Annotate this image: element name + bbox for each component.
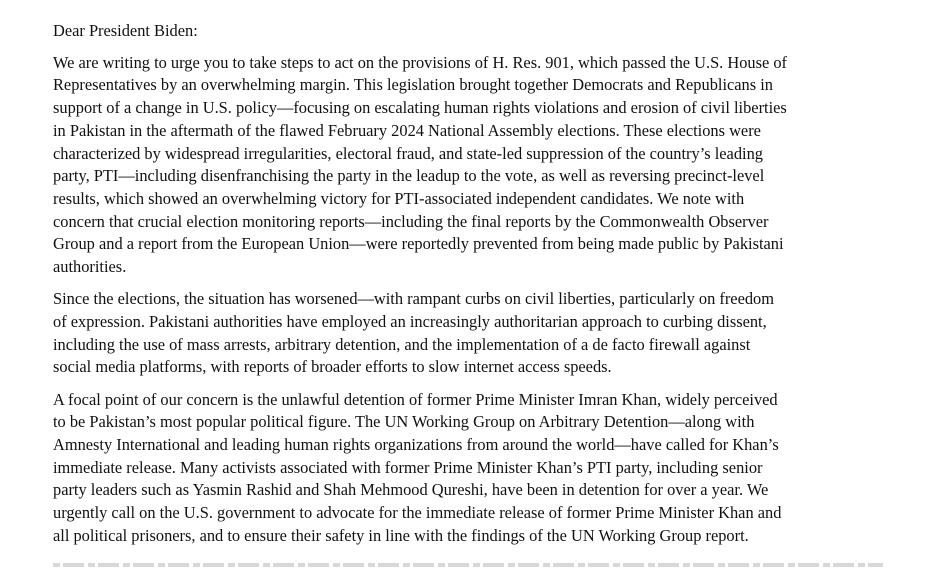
paragraph-2-line-4: social media platforms, with reports of broader efforts to slow internet access speeds. xyxy=(53,357,612,377)
paragraph-1-line-5: characterized by widespread irregularities, electoral fraud, and state-led suppression of the country’s leading xyxy=(53,143,763,163)
cut-off-text-fragment xyxy=(53,563,883,567)
paragraph-2-line-3: including the use of mass arrests, arbitrary detention, and the implementation of a de facto firewall against xyxy=(53,334,751,354)
paragraph-1-line-2: Representatives by an overwhelming margin. This legislation brought together Democrats and Republicans in xyxy=(53,75,773,95)
paragraph-1-line-10: authorities. xyxy=(53,257,127,277)
paragraph-3-line-1: A focal point of our concern is the unlawful detention of former Prime Minister Imran Khan, widely perceived xyxy=(53,389,778,409)
paragraph-3-line-6: urgently call on the U.S. government to advocate for the immediate release of former Prime Minister Khan and xyxy=(53,503,782,523)
letter-paragraph-1 xyxy=(53,52,879,279)
letter-page xyxy=(53,8,879,557)
paragraph-2-line-1: Since the elections, the situation has worsened—with rampant curbs on civil liberties, particularly on freedom xyxy=(53,289,774,309)
paragraph-1-line-3: support of a change in U.S. policy—focusing on escalating human rights violations and erosion of civil liberties xyxy=(53,98,787,118)
letter-paragraph-2 xyxy=(53,288,879,379)
paragraph-3-line-3: Amnesty International and leading human rights organizations from around the world—have called for Khan’s xyxy=(53,434,779,454)
letter-paragraph-3 xyxy=(53,389,879,548)
paragraph-3-line-4: immediate release. Many activists associated with former Prime Minister Khan’s PTI party, including senior xyxy=(53,457,763,477)
paragraph-2-line-2: of expression. Pakistani authorities have employed an increasingly authoritarian approach to curbing dissent, xyxy=(53,311,767,331)
letter-salutation: Dear President Biden: xyxy=(53,21,198,40)
paragraph-3-line-5: party leaders such as Yasmin Rashid and Shah Mehmood Qureshi, have been in detention for over a year. We xyxy=(53,480,769,500)
paragraph-1-line-8: concern that crucial election monitoring reports—including the final reports by the Commonwealth Observer xyxy=(53,211,769,231)
paragraph-3-line-2: to be Pakistan’s most popular political figure. The UN Working Group on Arbitrary Detention—along with xyxy=(53,412,755,432)
paragraph-1-line-7: results, which showed an overwhelming victory for PTI-associated independent candidates. We note with xyxy=(53,188,745,208)
paragraph-3-line-7: all political prisoners, and to ensure their safety in line with the findings of the UN Working Group report. xyxy=(53,525,749,545)
paragraph-1-line-1: We are writing to urge you to take steps to act on the provisions of H. Res. 901, which passed the U.S. House of xyxy=(53,52,788,72)
paragraph-1-line-4: in Pakistan in the aftermath of the flawed February 2024 National Assembly elections. These elections were xyxy=(53,120,761,140)
cut-off-next-line xyxy=(53,561,883,570)
paragraph-1-line-6: party, PTI—including disenfranchising the party in the leadup to the vote, as well as reversing precinct-level xyxy=(53,166,765,186)
paragraph-1-line-9: Group and a report from the European Union—were reportedly prevented from being made public by Pakistani xyxy=(53,234,784,254)
